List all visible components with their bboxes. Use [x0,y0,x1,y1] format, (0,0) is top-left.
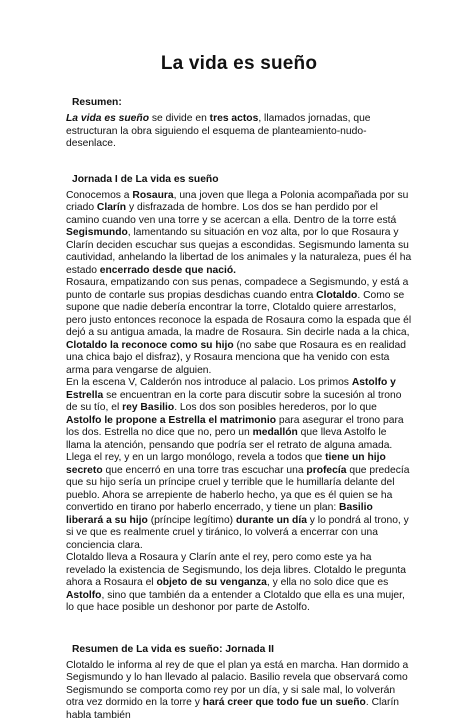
jornada1-heading: Jornada I de La vida es sueño [72,173,412,186]
jornada2-heading: Resumen de La vida es sueño: Jornada II [72,643,412,656]
resumen-heading: Resumen: [72,96,412,109]
body-text: se encuentran en la corte para discutir sobre la sucesión al trono de su tío, el [66,390,401,414]
body-text: . Como se supone que nadie debería encontrar la torre, Clotaldo quiere arrestarlos, pero justo entonces reconoce la espada de Rosaura como la espada que él dejó a su antigua amada, la madre de Rosaura. Sin decirle nada a la chica, [66,290,411,339]
emphasis-text: encerrado desde que nació. [100,265,236,276]
body-text: se divide en [149,113,210,124]
emphasis-text: Clarín [97,202,126,213]
body-text: , una joven que llega a Polonia acompañada por su criado [66,190,408,214]
emphasis-text: durante un día [236,515,307,526]
body-text: Conocemos a [66,190,132,201]
emphasis-text: Rosaura [132,190,173,201]
body-text: , lamentando su situación en voz alta, por lo que Rosaura y Clarín deciden escuchar sus quejas a escondidas. Segismundo lamenta su cautividad, anhelando la libertad de los animales y la naturaleza, pues él ha estado [66,227,411,276]
body-text: , sino que también da a entender a Clotaldo que ella es una mujer, lo que hace posible un deshonor por parte de Astolfo. [66,590,405,614]
body-text: (príncipe legítimo) [148,515,236,526]
body-text: (no sabe que Rosaura es en realidad una chica bajo el disfraz), y Rosaura menciona que ha venido con esta arma para vengarse de alguien. [66,340,406,376]
body-text: Clotaldo le informa al rey de que el plan ya está en marcha. Han dormido a Segismundo y lo han llevado al palacio. Basilio revela que observará como Segismundo se comporta como rey por un día, y si sale mal, lo volverán otra vez dormido en la torre y [66,660,408,709]
page-title: La vida es sueño [66,0,412,76]
emphasis-text: Astolfo [66,590,101,601]
body-text: , llamados jornadas, que estructuran la obra siguiendo el esquema de planteamiento-nudo-desenlace. [66,113,371,149]
emphasis-text: Clotaldo [316,290,357,301]
body-text: . Clarín habla también [66,697,399,721]
emphasis-text: Basilio liberará a su hijo [66,502,373,526]
body-text: . Los dos son posibles herederos, por lo que [174,402,377,413]
jornada1-paragraph [66,552,412,615]
body-text: que encerró en una torre tras escuchar una [103,465,307,476]
jornada1-paragraph [66,277,412,377]
body-text: y lo pondrá al trono, y si ve que es realmente cruel y tiránico, lo volverá a encerrar con una conciencia clara. [66,515,409,551]
emphasis-text: objeto de su venganza [156,577,266,588]
emphasis-text: profecía [306,465,346,476]
jornada1-paragraph [66,377,412,452]
emphasis-text: Clotaldo la reconoce como su hijo [66,340,234,351]
emphasis-text: Segismundo [66,227,128,238]
body-text: que predecía que su hijo sería un príncipe cruel y terrible que le humillaría delante del pueblo. Ahora se arrepiente de haberlo hecho, ya que es él quien se ha convertido en tirano por haberlo encerrado, y tiene un plan: [66,465,409,514]
body-text: En la escena V, Calderón nos introduce al palacio. Los primos [66,377,352,388]
body-text: Rosaura, empatizando con sus penas, compadece a Segismundo, y está a punto de contarle sus propias desdichas cuando entra [66,277,408,301]
body-text: y disfrazada de hombre. Los dos se han perdido por el camino cuando ven una torre y se acercan a ella. Dentro de la torre está [66,202,396,226]
jornada1-paragraph [66,452,412,552]
emphasis-text: Astolfo y Estrella [66,377,396,401]
resumen-paragraph [66,113,412,151]
emphasis-text: tres actos [210,113,259,124]
jornada2-paragraph [66,660,412,722]
emphasis-text: tiene un hijo secreto [66,452,386,476]
body-text: Llega el rey, y en un largo monólogo, revela a todos que [66,452,325,463]
emphasis-text: medallón [253,427,298,438]
emphasis-text: rey Basilio [122,402,174,413]
jornada1-paragraph [66,190,412,278]
emphasis-text: La vida es sueño [66,113,149,124]
emphasis-text: Astolfo le propone a Estrella el matrimonio [66,415,276,426]
body-text: , y ella no solo dice que es [267,577,388,588]
body-text: Clotaldo lleva a Rosaura y Clarín ante el rey, pero como este ya ha revelado la existencia de Segismundo, los deja libres. Clotaldo le pregunta ahora a Rosaura el [66,552,406,588]
emphasis-text: hará creer que todo fue un sueño [203,697,366,708]
body-text: para asegurar el trono para los dos. Estrella no dice que no, pero un [66,415,404,439]
body-text: que lleva Astolfo le llama la atención, pensando que podría ser el retrato de alguna amada. [66,427,392,451]
